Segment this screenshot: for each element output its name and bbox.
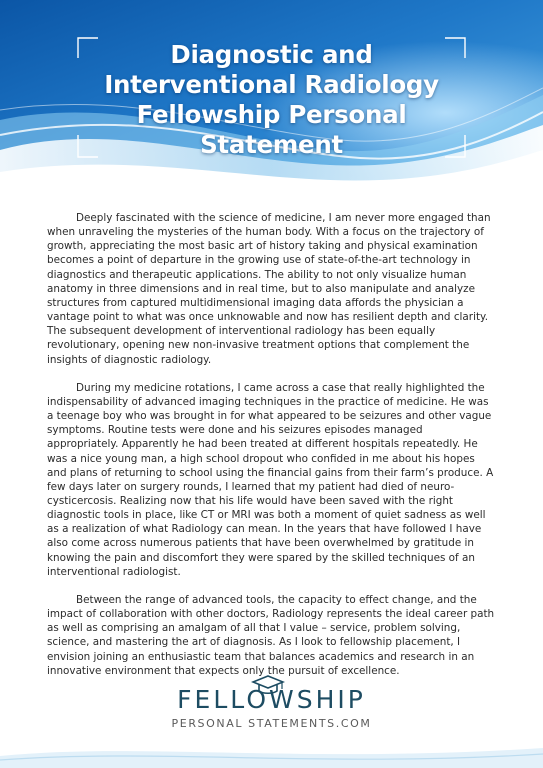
paragraph: Between the range of advanced tools, the capacity to effect change, and the impact of collaboration with other doctors, Radiology represents the ideal career path as well as comprising an amalgam of all that I value – service, problem solving, science, and mastering the art of diagnosis. As I look to fellowship placement, I envision joining an enthusiastic team that balances academics and research in an innovative environment that expects only the pursuit of excellence. xyxy=(47,593,495,677)
title-line: Interventional Radiology xyxy=(104,70,439,99)
site-logo[interactable] xyxy=(0,686,543,732)
title-line: Statement xyxy=(200,130,343,159)
logo-tagline: PERSONAL STATEMENTS.COM xyxy=(171,717,372,730)
page-title xyxy=(60,40,483,160)
title-line: Diagnostic and xyxy=(170,40,373,69)
statement-body xyxy=(47,211,497,692)
logo-wordmark: FELLOWSHIP xyxy=(177,685,366,714)
header-banner xyxy=(0,0,543,205)
footer-wave xyxy=(0,738,543,768)
paragraph: Deeply fascinated with the science of medicine, I am never more engaged than when unraveling the mysteries of the human body. With a focus on the trajectory of growth, appreciating the most basic art of history taking and physical examination becomes a point of departure in the growing use of state-of-the-art technology in diagnostics and therapeutic applications. The ability to not only visualize human anatomy in three dimensions and in real time, but to also manipulate and analyze structures from captured multidimensional imaging data affords the physician a vantage point to what was once unknowable and now has resilient depth and clarity. The subsequent development of interventional radiology has been equally revolutionary, opening new non-invasive treatment options that complement the insights of diagnostic radiology. xyxy=(47,212,491,366)
title-line: Fellowship Personal xyxy=(136,100,407,129)
paragraph: During my medicine rotations, I came across a case that really highlighted the indispensability of advanced imaging techniques in the practice of medicine. He was a teenage boy who was brought in for what appeared to be seizures and other vague symptoms. Routine tests were done and his seizures episodes managed appropriately. Apparently he had been treated at different hospitals repeatedly. He was a nice young man, a high school dropout who confided in me about his hopes and plans of returning to school using the financial gains from their farm’s produce. A few days later on surgery rounds, I learned that my patient had died of neuro-cysticercosis. Realizing now that his life would have been saved with the right diagnostic tools in place, like CT or MRI was both a moment of quiet sadness as well as a realization of what Radiology can mean. In the years that have followed I have also come across numerous patients that have been overwhelmed by gratitude in knowing the pain and discomfort they were spared by the skilled techniques of an interventional radiologist. xyxy=(47,381,494,578)
